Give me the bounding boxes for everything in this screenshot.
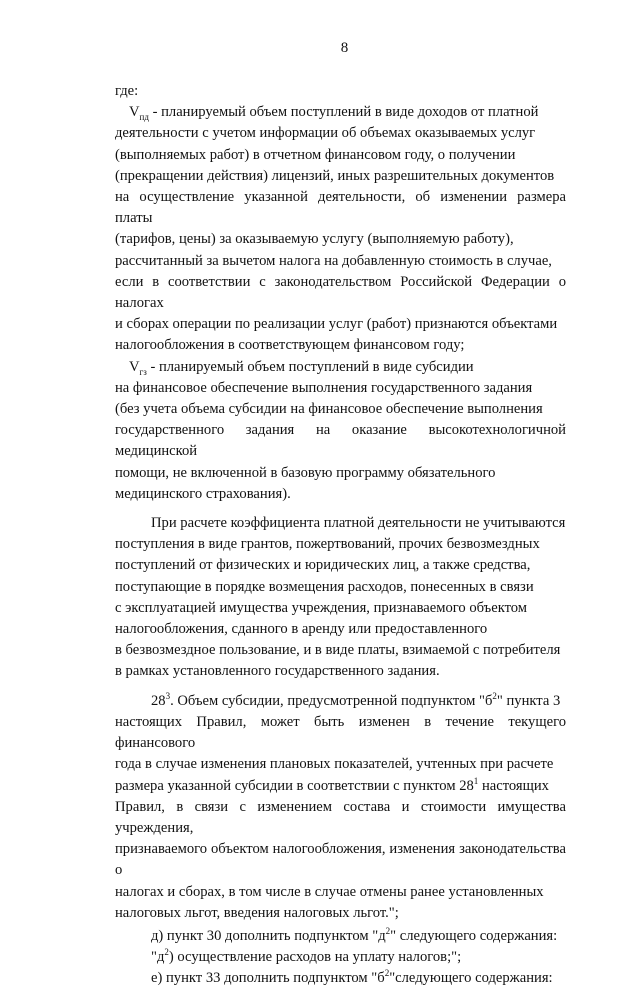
paragraph-line: размера указанной субсидии в соответствии с пунктом $28^1$ настоящих bbox=[115, 775, 549, 794]
paragraph-line: с эксплуатацией имущества учреждения, признаваемого объектом bbox=[115, 599, 528, 616]
item-d2: "$д^2$) осуществление расходов на уплату налогов;"; bbox=[151, 947, 462, 966]
symbol-v-gz: $V_{гз}$ bbox=[129, 358, 147, 377]
paragraph-28-3 bbox=[115, 691, 566, 924]
definition-line: и сборах операции по реализации услуг (работ) признаются объектами bbox=[115, 316, 558, 333]
page-number: 8 bbox=[340, 40, 349, 56]
paragraph-line: $28^3$. Объем субсидии, предусмотренной подпунктом "$б^2$" пункта 3 bbox=[151, 690, 561, 709]
where-label: где: bbox=[115, 83, 139, 99]
definition-line: на осуществление указанной деятельности, об изменении размера платы bbox=[115, 189, 566, 227]
definition-line: рассчитанный за вычетом налога на добавленную стоимость в случае, bbox=[115, 252, 552, 269]
definition-v-pd bbox=[115, 102, 566, 356]
paragraph-line: в рамках установленного государственного задания. bbox=[115, 663, 440, 680]
definition-line: если в соответствии с законодательством Российской Федерации о налогах bbox=[115, 273, 566, 312]
definition-line: медицинского страхования). bbox=[115, 485, 291, 502]
paragraph-line: года в случае изменения плановых показателей, учтенных при расчете bbox=[115, 756, 554, 773]
paragraph-line: поступлений от физических и юридических лиц, а также средства, bbox=[115, 557, 531, 574]
definition-v-gz bbox=[115, 357, 566, 505]
paragraph-line: налоговых льгот, введения налоговых льгот."; bbox=[115, 904, 399, 921]
paragraph-line: налогообложения, сданного в аренду или предоставленного bbox=[115, 621, 488, 638]
item-d: д) пункт 30 дополнить подпунктом "$д^2$" следующего содержания: bbox=[151, 926, 558, 944]
paragraph-line: в безвозмездное пользование, и в виде платы, взимаемой с потребителя bbox=[115, 642, 561, 659]
definition-line: налогообложения в соответствующем финансовом году; bbox=[115, 337, 465, 354]
definition-line: $V_{гз}$ - планируемый объем поступлений в виде субсидии bbox=[129, 358, 474, 377]
definition-line: (прекращении действия) лицензий, иных разрешительных документов bbox=[115, 167, 555, 184]
paragraph-line: поступающие в порядке возмещения расходов, понесенных в связи bbox=[115, 578, 534, 595]
paragraph-line: настоящих Правил, может быть изменен в течение текущего финансового bbox=[115, 713, 566, 752]
paragraph-line: налогах и сборах, в том числе в случае отмены ранее установленных bbox=[115, 883, 544, 900]
definition-line: на финансовое обеспечение выполнения государственного задания bbox=[115, 379, 533, 396]
paragraph-line: поступления в виде грантов, пожертвований, прочих безвозмездных bbox=[115, 536, 540, 553]
definition-line: $V_{пд}$ - планируемый объем поступлений в виде доходов от платной bbox=[129, 104, 539, 123]
definition-line: государственного задания на оказание высокотехнологичной медицинской bbox=[115, 422, 566, 460]
symbol-v-pd: $V_{пд}$ bbox=[129, 104, 149, 123]
paragraph-calculation bbox=[115, 513, 566, 683]
definition-line: (тарифов, цены) за оказываемую услугу (выполняемую работу), bbox=[115, 231, 514, 248]
definition-line: (без учета объема субсидии на финансовое обеспечение выполнения bbox=[115, 401, 543, 418]
definition-line: помощи, не включенной в базовую программу обязательного bbox=[115, 464, 496, 481]
paragraph-line: Правил, в связи с изменением состава и стоимости имущества учреждения, bbox=[115, 798, 566, 836]
definition-line: (выполняемых работ) в отчетном финансовом году, о получении bbox=[115, 146, 516, 163]
paragraph-line: При расчете коэффициента платной деятельности не учитываются bbox=[151, 515, 566, 532]
definition-line: деятельности с учетом информации об объемах оказываемых услуг bbox=[115, 125, 536, 142]
document-body bbox=[115, 81, 566, 990]
item-e: е) пункт 33 дополнить подпунктом "$б^2"следующего$ содержания: bbox=[151, 968, 553, 987]
paragraph-line: признаваемого объектом налогообложения, изменения законодательства о bbox=[115, 841, 566, 879]
